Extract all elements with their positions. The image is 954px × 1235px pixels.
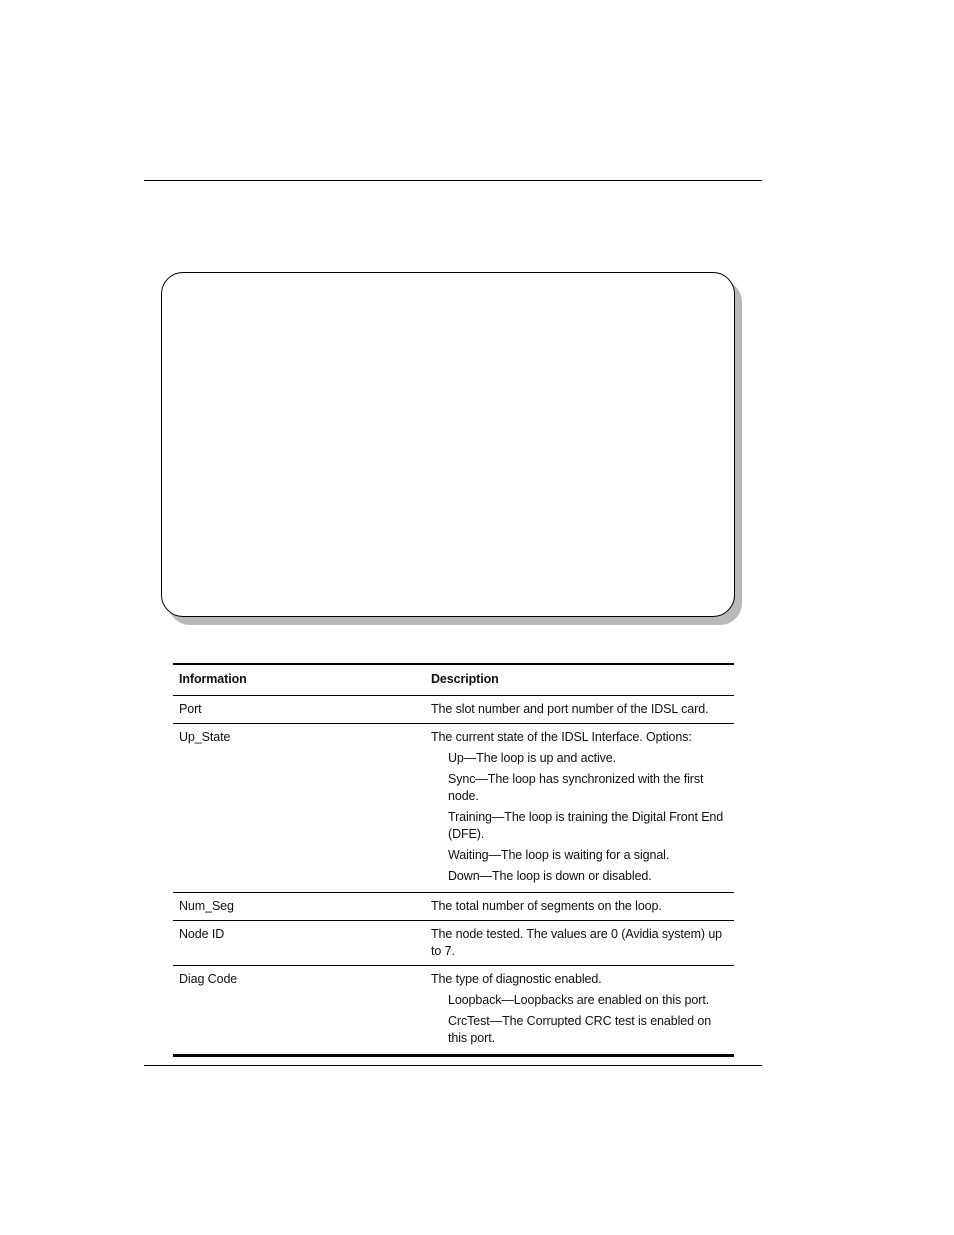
column-header-information: Information	[179, 672, 247, 686]
table-row	[173, 696, 734, 724]
information-cell: Up_State	[179, 730, 231, 744]
description-cell	[425, 966, 734, 1054]
table-row	[173, 893, 734, 921]
description-text: The type of diagnostic enabled.	[431, 972, 602, 986]
information-cell: Diag Code	[179, 972, 238, 986]
column-header-description: Description	[431, 672, 499, 686]
option-item: Loopback—Loopbacks are enabled on this port.	[448, 993, 710, 1007]
information-cell: Port	[179, 702, 202, 716]
table-row	[173, 724, 734, 893]
option-item: CrcTest—The Corrupted CRC test is enabled on this port.	[448, 1014, 712, 1045]
footer-rule	[144, 1065, 762, 1066]
information-table	[173, 663, 734, 1057]
table-row	[173, 966, 734, 1054]
description-cell	[425, 921, 734, 965]
option-item: Down—The loop is down or disabled.	[448, 869, 652, 883]
option-item: Sync—The loop has synchronized with the first node.	[448, 772, 704, 803]
information-cell: Node ID	[179, 927, 225, 941]
description-cell	[425, 696, 734, 723]
description-text: The node tested. The values are 0 (Avidia system) up to 7.	[431, 927, 723, 958]
option-item: Training—The loop is training the Digital Front End (DFE).	[448, 810, 724, 841]
description-text: The slot number and port number of the IDSL card.	[431, 702, 709, 716]
description-cell	[425, 724, 734, 892]
table-row	[173, 921, 734, 966]
description-cell	[425, 893, 734, 920]
option-item: Waiting—The loop is waiting for a signal.	[448, 848, 670, 862]
screen-display-box	[161, 272, 735, 617]
information-cell: Num_Seg	[179, 899, 234, 913]
description-text: The current state of the IDSL Interface. Options:	[431, 730, 692, 744]
table-header-row	[173, 665, 734, 696]
header-rule	[144, 180, 762, 181]
description-text: The total number of segments on the loop.	[431, 899, 662, 913]
option-item: Up—The loop is up and active.	[448, 751, 617, 765]
